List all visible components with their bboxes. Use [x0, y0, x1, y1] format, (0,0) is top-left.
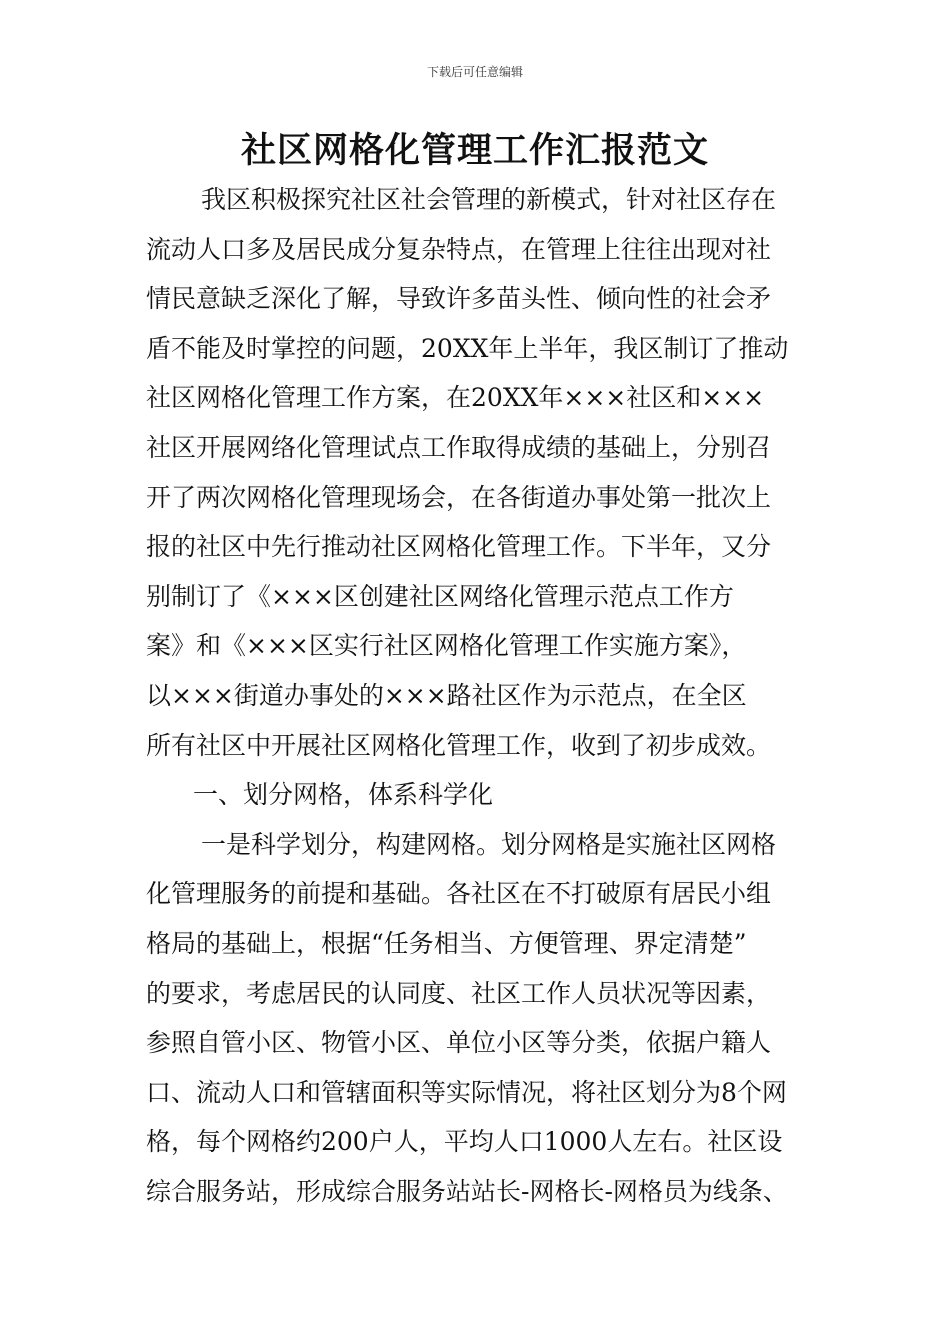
body-line: 一是科学划分，构建网格。划分网格是实施社区网格: [201, 829, 777, 859]
body-line: 情民意缺乏深化了解，导致许多苗头性、倾向性的社会矛: [146, 284, 772, 314]
section-heading: 一、划分网格，体系科学化: [193, 780, 494, 810]
page-header-note: 下载后可任意编辑: [426, 65, 523, 79]
body-line: 以×××街道办事处的×××路社区作为示范点，在全区: [146, 680, 747, 710]
body-line: 流动人口多及居民成分复杂特点，在管理上往往出现对社: [146, 234, 772, 264]
body-line: 盾不能及时掌控的问题，20XX年上半年，我区制订了推动: [146, 333, 789, 363]
body-line: 案》和《×××区实行社区网格化管理工作实施方案》，: [146, 631, 747, 661]
body-line: 社区开展网络化管理试点工作取得成绩的基础上，分别召: [146, 432, 772, 462]
body-line: 格局的基础上，根据“任务相当、方便管理、界定清楚”: [146, 928, 747, 958]
body-line: 所有社区中开展社区网格化管理工作，收到了初步成效。: [146, 730, 772, 760]
body-line: 报的社区中先行推动社区网格化管理工作。下半年，又分: [146, 532, 772, 562]
body-line: 参照自管小区、物管小区、单位小区等分类，依据户籍人: [146, 1028, 772, 1058]
body-line: 社区网格化管理工作方案，在20XX年×××社区和×××: [146, 383, 765, 413]
body-line: 化管理服务的前提和基础。各社区在不打破原有居民小组: [146, 879, 772, 909]
body-line: 格，每个网格约200户人，平均人口1000人左右。社区设: [146, 1127, 783, 1157]
body-line: 的要求，考虑居民的认同度、社区工作人员状况等因素，: [146, 978, 772, 1008]
body-line: 口、流动人口和管辖面积等实际情况，将社区划分为8个网: [146, 1077, 787, 1107]
document-body: [146, 175, 826, 1216]
document-title: 社区网格化管理工作汇报范文: [240, 130, 709, 171]
body-line: 别制订了《×××区创建社区网络化管理示范点工作方: [146, 581, 734, 611]
body-line: 开了两次网格化管理现场会，在各街道办事处第一批次上: [146, 482, 772, 512]
body-line: 综合服务站，形成综合服务站站长-网格长-网格员为线条、: [146, 1176, 788, 1206]
body-line: 我区积极探究社区社会管理的新模式，针对社区存在: [201, 185, 777, 214]
